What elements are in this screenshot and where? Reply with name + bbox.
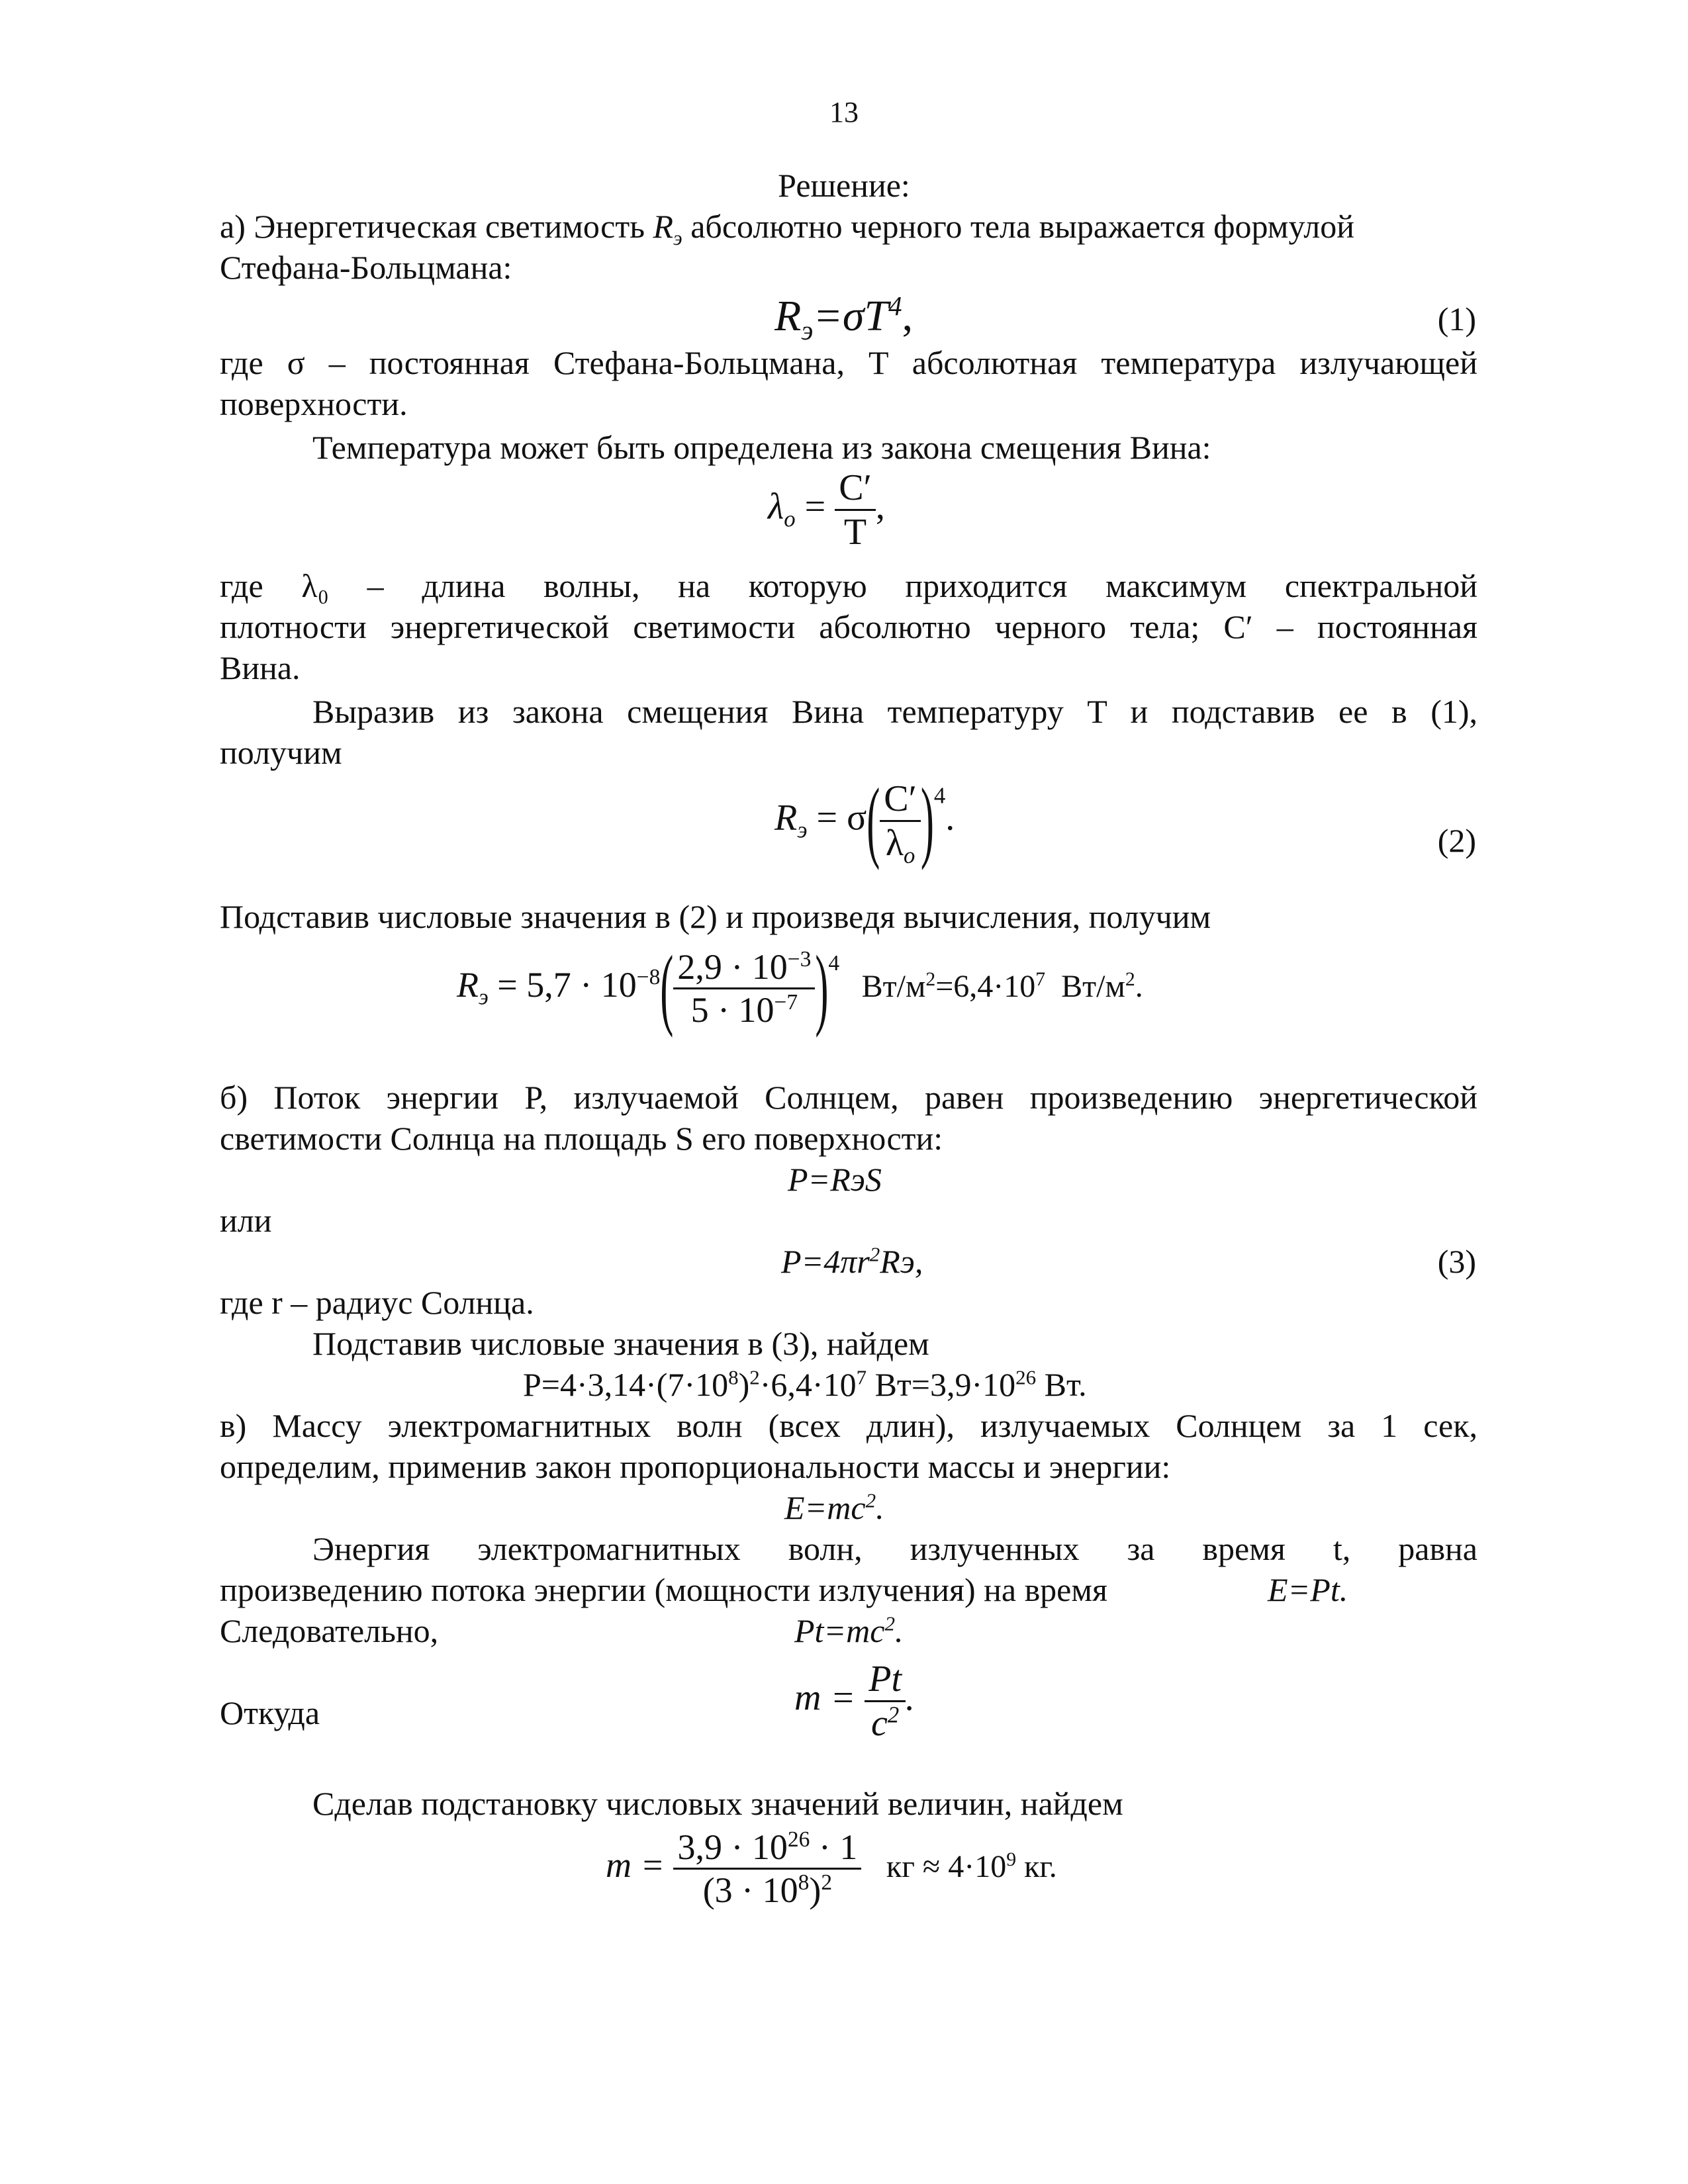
equation-1-number: (1) bbox=[1437, 300, 1476, 338]
paragraph-3-line1: где λ₀ – длина волны, на которую приходится максимум спектральной bbox=[220, 567, 1477, 604]
numeric-calculation-r: $R_э = 5,7 \cdot 10^{-8}$( $\frac{2,9 \cdot 10^{-3}}{5 \cdot 10^{-7}}$ )$^4$ $Вт/м^2=6,4\cdot 10^7$ $Вт/м^2$. bbox=[457, 937, 1143, 1038]
equation-m: m = $\frac{Pt}{c^2}$ . bbox=[794, 1659, 915, 1744]
equation-3: $P=4\pi r^2Rэ$, bbox=[781, 1242, 923, 1280]
equation-1: $R_э=\sigma T^4$, bbox=[774, 291, 914, 346]
or-label: или bbox=[220, 1202, 272, 1239]
paragraph-1-line2: поверхности. bbox=[220, 385, 408, 422]
paragraph-5: Подставив числовые значения в (2) и произведя вычисления, получим bbox=[220, 898, 1211, 935]
part-b-line2: светимости Солнца на площадь S его поверхности: bbox=[220, 1120, 943, 1157]
paragraph-11: Сделав подстановку числовых значений величин, найдем bbox=[312, 1785, 1123, 1822]
page-number: 13 bbox=[829, 96, 859, 128]
equation-emc: $E=mc^2$. bbox=[784, 1488, 884, 1526]
paragraph-2: Температура может быть определена из закона смещения Вина: bbox=[312, 429, 1211, 466]
equation-2: $R_э = \sigma$( $\frac{C'}{\lambda_o}$ )$^4$. bbox=[774, 770, 955, 871]
numeric-calculation-p: $P=4\cdot 3,14\cdot(7\cdot 10^8)^2\cdot 6,4\cdot 10^7$ $Вт=3,9\cdot 10^{26}$ Вт. bbox=[523, 1365, 1087, 1403]
section-heading: Решение: bbox=[778, 167, 910, 204]
therefore-label: Следовательно, bbox=[220, 1612, 439, 1649]
part-a-line2: Стефана-Больцмана: bbox=[220, 249, 512, 286]
equation-pt-mc2: $Pt=mc^2$. bbox=[794, 1612, 904, 1649]
part-a-line1: а) Энергетическая светимость $R_э$ абсолютно черного тела выражается формулой bbox=[220, 208, 1354, 250]
paragraph-1-line1: где σ – постоянная Стефана-Больцмана, T абсолютная температура излучающей bbox=[220, 344, 1477, 381]
paragraph-8-line1: Энергия электромагнитных волн, излученных за время t, равна bbox=[312, 1530, 1477, 1567]
part-c-line1: в) Массу электромагнитных волн (всех длин), излучаемых Солнцем за 1 сек, bbox=[220, 1407, 1477, 1444]
part-b-line1: б) Поток энергии P, излучаемой Солнцем, равен произведению энергетической bbox=[220, 1079, 1477, 1116]
wien-law-equation: $\lambda_o$ = $\frac{C'}{T}$ , bbox=[768, 467, 885, 553]
equation-3-number: (3) bbox=[1437, 1243, 1476, 1280]
part-c-line2: определим, применив закон пропорциональности массы и энергии: bbox=[220, 1448, 1171, 1485]
whence-label: Откуда bbox=[220, 1694, 320, 1731]
final-mass-calculation: m = $\frac{3,9 \cdot 10^{26} \cdot 1}{(3 \cdot 10^8)^2}$ кг ≈ $4\cdot 10^9$ кг. bbox=[606, 1827, 1057, 1910]
paragraph-8-line2: произведению потока энергии (мощности излучения) на время bbox=[220, 1571, 1108, 1608]
paragraph-3-line3: Вина. bbox=[220, 649, 301, 686]
equation-e-pt: E=Pt. bbox=[1268, 1571, 1348, 1608]
equation-2-number: (2) bbox=[1437, 822, 1476, 859]
equation-p-rs: P=RэS bbox=[788, 1161, 882, 1198]
paragraph-4-line2: получим bbox=[220, 734, 342, 771]
paragraph-7: Подставив числовые значения в (3), найдем bbox=[312, 1325, 929, 1362]
paragraph-3-line2: плотности энергетической светимости абсолютно черного тела; C′ – постоянная bbox=[220, 608, 1477, 645]
paragraph-4-line1: Выразив из закона смещения Вина температуру T и подставив ее в (1), bbox=[312, 693, 1477, 730]
paragraph-6: где r – радиус Солнца. bbox=[220, 1284, 534, 1321]
